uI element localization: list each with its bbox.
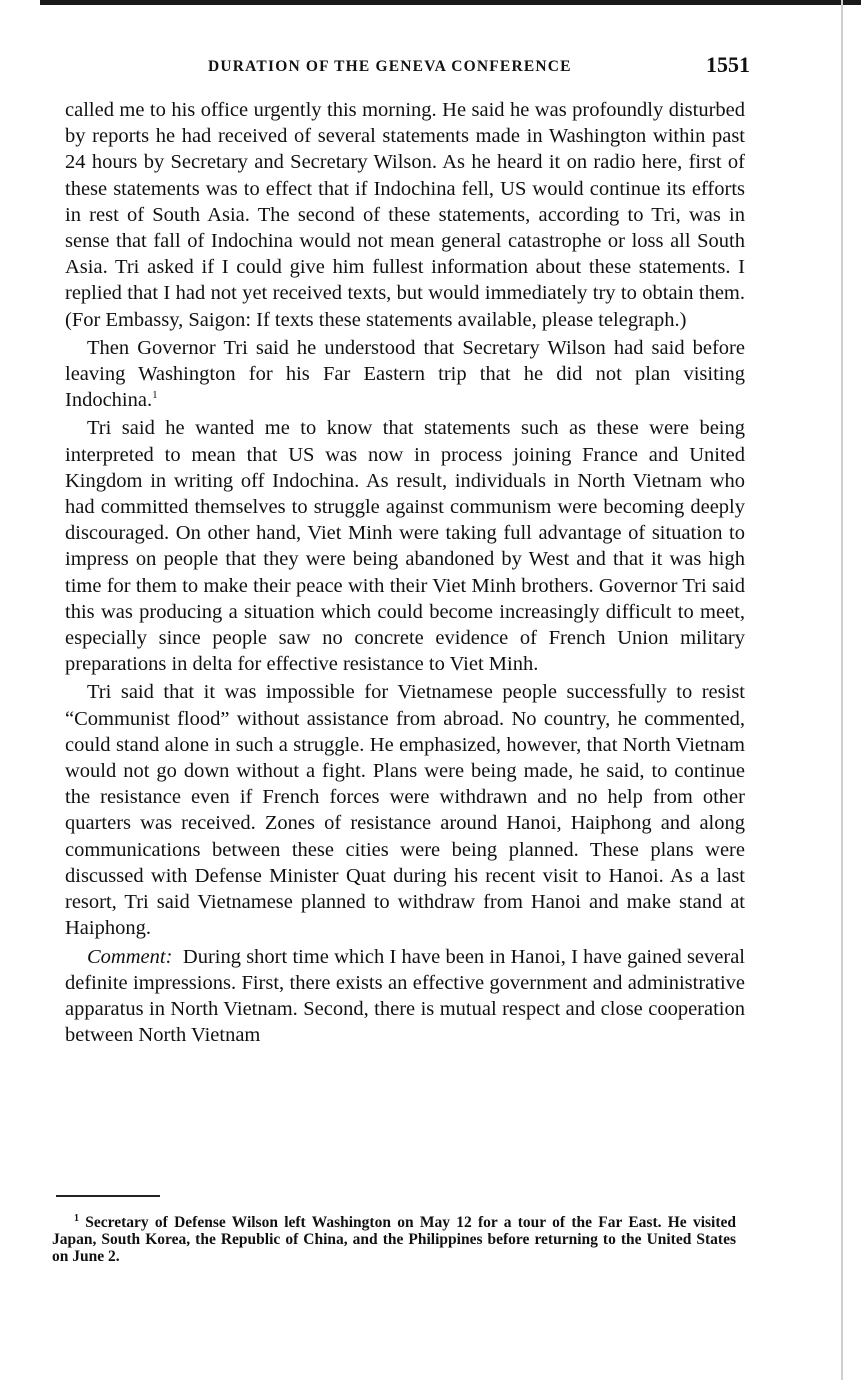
footnote-reference: 1: [152, 389, 158, 402]
running-head: [70, 54, 750, 86]
footnote-text: Secretary of Defense Wilson left Washington on May 12 for a tour of the Far East. He visited Japan, South Korea, the Republic of China, and the Philippines before returning to the United States on June 2.: [52, 1214, 736, 1265]
page-edge-line: [841, 0, 843, 1380]
paragraph-4-text: Tri said that it was impossible for Vietnamese people successfully to resist “Communist flood” without assistance from abroad. No country, he commented, could stand alone in such a struggle. He emphasized, however, that North Vietnam would not go down without a fight. Plans were being made, he said, to continue the resistance even if French forces were withdrawn and no help from other quarters was received. Zones of resistance around Hanoi, Haiphong and along communications between these cities were being planned. These plans were discussed with Defense Minister Quat during his recent visit to Hanoi. As a last resort, Tri said Vietnamese planned to withdraw from Hanoi and make stand at Haiphong.: [65, 681, 745, 940]
footnote-divider: [56, 1195, 160, 1197]
paragraph-2-text: Then Governor Tri said he understood that Secretary Wilson had said before leaving Washington for his Far Eastern trip that he did not plan visiting Indochina.: [65, 336, 745, 412]
paragraph-2: [65, 335, 745, 414]
page-number: 1551: [706, 52, 750, 77]
top-border-rule: [40, 0, 861, 5]
paragraph-1: [65, 97, 745, 333]
paragraph-4: [65, 679, 745, 941]
paragraph-3-text: Tri said he wanted me to know that statements such as these were being interpreted to mean that US was now in process joining France and United Kingdom in writing off Indochina. As result, individuals in North Vietnam who had committed themselves to struggle against communism were becoming deeply discouraged. On other hand, Viet Minh were taking full advantage of situation to impress on people that they were being abandoned by West and that it was high time for them to make their peace with their Viet Minh brothers. Governor Tri said this was producing a situation which could become increasingly difficult to meet, especially since people saw no concrete evidence of French Union military preparations in delta for effective resistance to Viet Minh.: [65, 417, 745, 676]
body-text: [65, 97, 745, 1048]
running-title: DURATION OF THE GENEVA CONFERENCE: [208, 58, 572, 75]
paragraph-5: [65, 944, 745, 1049]
paragraph-1-text: called me to his office urgently this morning. He said he was profoundly disturbed by reports he had received of several statements made in Washington within past 24 hours by Secretary and Secretary Wilson. As he heard it on radio here, first of these statements was to effect that if Indochina fell, US would continue its efforts in rest of South Asia. The second of these statements, according to Tri, was in sense that fall of Indochina would not mean general catastrophe or loss all South Asia. Tri asked if I could give him fullest information about these statements. I replied that I had not yet received texts, but would immediately try to obtain them. (For Embassy, Saigon: If texts these statements available, please telegraph.): [65, 99, 745, 331]
footnote: [52, 1214, 736, 1265]
paragraph-5-text: During short time which I have been in Hanoi, I have gained several definite impressions. First, there exists an effective government and administrative apparatus in North Vietnam. Second, there is mutual respect and close cooperation between North Vietnam: [65, 945, 746, 1047]
comment-label: Comment:: [87, 945, 173, 968]
footnote-marker: 1: [74, 1212, 79, 1224]
paragraph-3: [65, 415, 745, 677]
